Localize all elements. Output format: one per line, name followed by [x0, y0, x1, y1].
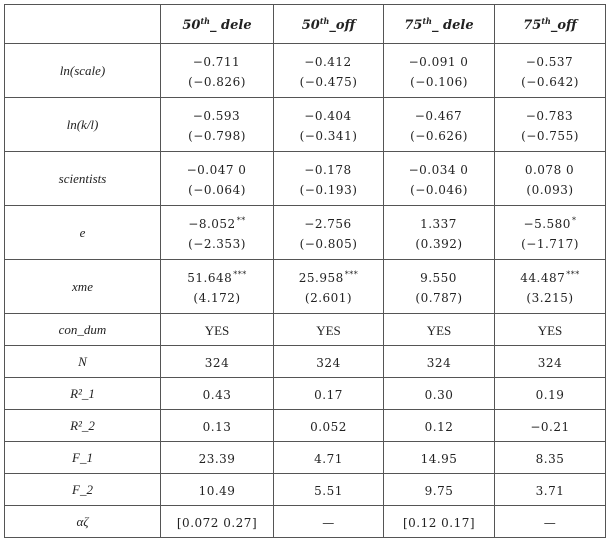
- coef-value: [276, 157, 381, 180]
- column-header-4-base: 75: [523, 17, 542, 33]
- row-label: e: [5, 206, 161, 260]
- coef-value: [497, 265, 603, 288]
- summary-cell: [495, 346, 606, 378]
- coef-cell: [274, 152, 384, 206]
- summary-cell: [161, 410, 274, 442]
- t-stat-value: (−0.798): [188, 129, 246, 143]
- summary-cell: [161, 474, 274, 506]
- coef-value: [163, 103, 271, 126]
- regression-table: [4, 4, 606, 538]
- summary-cell: [384, 474, 495, 506]
- summary-cell: [384, 314, 495, 346]
- coef-value: [497, 49, 603, 72]
- summary-value: 324: [426, 356, 452, 370]
- row-label: N: [5, 346, 161, 378]
- summary-value: 9.75: [424, 484, 454, 498]
- summary-value: —: [543, 516, 557, 530]
- summary-value: 10.49: [198, 484, 236, 498]
- summary-value: 0.19: [535, 388, 565, 402]
- summary-value: 324: [537, 356, 563, 370]
- coef-number: −0.412: [304, 55, 352, 69]
- coef-cell: [161, 152, 274, 206]
- coef-number: −0.047 0: [186, 163, 247, 177]
- table-row-scientists: [5, 152, 606, 206]
- row-label: ln(scale): [5, 44, 161, 98]
- column-header-1: [161, 5, 274, 44]
- summary-value: 0.052: [310, 420, 347, 434]
- coef-value: [276, 103, 381, 126]
- coef-number: 25.958: [298, 271, 344, 285]
- column-header-2-base: 50: [301, 17, 320, 33]
- summary-cell: [495, 442, 606, 474]
- summary-cell: [274, 410, 384, 442]
- row-label: con_dum: [5, 314, 161, 346]
- coef-number: 9.550: [420, 271, 457, 285]
- row-label: F_2: [5, 474, 161, 506]
- table-row-ln-k-l: [5, 98, 606, 152]
- summary-cell: [384, 442, 495, 474]
- summary-value: 4.71: [314, 452, 343, 466]
- column-header-3-base: 75: [404, 17, 423, 33]
- header-row: [5, 5, 606, 44]
- t-stat-value: (2.601): [304, 291, 353, 305]
- t-stat-value: (−1.717): [521, 237, 579, 251]
- t-stat-value: (−0.626): [410, 129, 468, 143]
- coef-cell: [384, 260, 495, 314]
- t-stat-value: (−0.193): [299, 183, 358, 197]
- t-stat-value: (−0.805): [299, 237, 358, 251]
- column-header-2-sup: th: [319, 15, 330, 26]
- column-header-2: [274, 5, 384, 44]
- summary-cell: [495, 506, 606, 538]
- t-stat-value: (0.392): [415, 237, 463, 251]
- column-header-1-base: 50: [182, 17, 201, 33]
- summary-cell: [495, 410, 606, 442]
- summary-value: 14.95: [420, 452, 458, 466]
- row-label: R²_2: [5, 410, 161, 442]
- regression-table-container: [4, 4, 606, 538]
- column-header-3-sup: th: [422, 15, 432, 26]
- coef-value: [386, 49, 492, 72]
- significance-stars: ***: [233, 270, 247, 279]
- t-stat-value: (−0.064): [188, 183, 246, 197]
- t-stat-value: (−2.353): [188, 237, 246, 251]
- column-header-2-suffix: _off: [329, 17, 356, 33]
- table-row-n: [5, 346, 606, 378]
- coef-number: −0.467: [414, 109, 463, 123]
- coef-value: [497, 211, 603, 234]
- summary-value: [0.12 0.17]: [402, 516, 476, 530]
- summary-value: 324: [204, 356, 230, 370]
- coef-value: [276, 211, 381, 234]
- column-header-4-suffix: _off: [550, 17, 577, 33]
- summary-value: —: [322, 516, 335, 530]
- summary-value: 5.51: [314, 484, 343, 498]
- coef-number: 51.648: [187, 271, 233, 285]
- coef-number: −0.178: [304, 163, 352, 177]
- t-stat-value: (0.787): [415, 291, 463, 305]
- row-label: R²_1: [5, 378, 161, 410]
- row-label: scientists: [5, 152, 161, 206]
- column-header-1-sup: th: [200, 15, 210, 26]
- t-stat-value: (−0.642): [521, 75, 579, 89]
- coef-cell: [495, 260, 606, 314]
- summary-cell: [274, 474, 384, 506]
- summary-cell: [274, 378, 384, 410]
- coef-cell: [274, 206, 384, 260]
- coef-cell: [495, 98, 606, 152]
- coef-cell: [384, 44, 495, 98]
- coef-cell: [161, 44, 274, 98]
- summary-cell: [384, 410, 495, 442]
- coef-number: 1.337: [420, 217, 457, 231]
- summary-value: YES: [204, 323, 230, 338]
- coef-cell: [495, 152, 606, 206]
- column-header-3-suffix: _ dele: [432, 17, 474, 33]
- coef-value: [497, 157, 603, 180]
- summary-value: YES: [426, 323, 452, 338]
- summary-cell: [274, 506, 384, 538]
- coef-number: −0.593: [192, 109, 241, 123]
- coef-value: [276, 265, 381, 288]
- table-row-f-2: [5, 474, 606, 506]
- summary-value: 3.71: [535, 484, 565, 498]
- table-row-e: [5, 206, 606, 260]
- t-stat-value: (−0.341): [299, 129, 358, 143]
- header-corner-cell: [5, 5, 161, 44]
- significance-stars: ***: [344, 270, 359, 279]
- coef-cell: [274, 260, 384, 314]
- coef-value: [386, 103, 492, 126]
- summary-cell: [274, 314, 384, 346]
- row-label: αζ: [5, 506, 161, 538]
- summary-cell: [495, 378, 606, 410]
- coef-number: −2.756: [304, 217, 352, 231]
- coef-cell: [495, 44, 606, 98]
- column-header-3: [384, 5, 495, 44]
- coef-value: [386, 265, 492, 288]
- t-stat-value: (−0.046): [410, 183, 468, 197]
- coef-value: [163, 157, 271, 180]
- column-header-4: [495, 5, 606, 44]
- summary-value: 0.13: [202, 420, 232, 434]
- coef-value: [386, 211, 492, 234]
- coef-value: [163, 265, 271, 288]
- summary-value: YES: [537, 323, 563, 338]
- column-header-4-sup: th: [541, 15, 551, 26]
- coef-number: −0.711: [192, 55, 241, 69]
- table-row-con-dum: [5, 314, 606, 346]
- coef-number: −5.580: [523, 217, 571, 231]
- summary-cell: [161, 506, 274, 538]
- summary-value: [0.072 0.27]: [176, 516, 258, 530]
- t-stat-value: (0.093): [526, 183, 574, 197]
- t-stat-value: (3.215): [526, 291, 574, 305]
- summary-cell: [495, 314, 606, 346]
- t-stat-value: (−0.755): [521, 129, 579, 143]
- coef-value: [276, 49, 381, 72]
- summary-value: 8.35: [535, 452, 565, 466]
- coef-cell: [274, 44, 384, 98]
- significance-stars: *: [571, 216, 577, 225]
- coef-number: −8.052: [188, 217, 236, 231]
- summary-cell: [274, 346, 384, 378]
- t-stat-value: (4.172): [193, 291, 241, 305]
- summary-cell: [161, 314, 274, 346]
- coef-cell: [384, 152, 495, 206]
- table-row-f-1: [5, 442, 606, 474]
- column-header-1-suffix: _ dele: [210, 17, 252, 33]
- t-stat-value: (−0.475): [299, 75, 358, 89]
- table-row-r2-2: [5, 410, 606, 442]
- summary-value: YES: [316, 323, 341, 338]
- table-row-alpha: [5, 506, 606, 538]
- row-label: F_1: [5, 442, 161, 474]
- row-label: xme: [5, 260, 161, 314]
- coef-value: [163, 211, 271, 234]
- summary-value: 0.43: [202, 388, 232, 402]
- table-row-r2-1: [5, 378, 606, 410]
- coef-number: −0.034 0: [408, 163, 469, 177]
- significance-stars: ***: [566, 270, 580, 279]
- summary-value: 324: [316, 356, 341, 370]
- summary-value: 23.39: [198, 452, 236, 466]
- table-row-xme: [5, 260, 606, 314]
- coef-cell: [384, 206, 495, 260]
- coef-number: 44.487: [520, 271, 566, 285]
- summary-cell: [161, 442, 274, 474]
- summary-cell: [495, 474, 606, 506]
- coef-cell: [161, 206, 274, 260]
- coef-number: −0.537: [525, 55, 574, 69]
- summary-value: 0.12: [424, 420, 454, 434]
- t-stat-value: (−0.106): [410, 75, 468, 89]
- coef-value: [386, 157, 492, 180]
- coef-value: [163, 49, 271, 72]
- summary-value: 0.17: [314, 388, 343, 402]
- summary-cell: [274, 442, 384, 474]
- coef-number: −0.091 0: [408, 55, 469, 69]
- coef-number: −0.404: [304, 109, 352, 123]
- summary-cell: [384, 506, 495, 538]
- coef-cell: [495, 206, 606, 260]
- summary-value: −0.21: [530, 420, 570, 434]
- coef-value: [497, 103, 603, 126]
- significance-stars: **: [236, 216, 246, 225]
- summary-cell: [384, 378, 495, 410]
- row-label: ln(k/l): [5, 98, 161, 152]
- coef-number: −0.783: [525, 109, 574, 123]
- coef-number: 0.078 0: [524, 163, 575, 177]
- coef-cell: [274, 98, 384, 152]
- summary-cell: [161, 346, 274, 378]
- table-row-ln-scale: [5, 44, 606, 98]
- t-stat-value: (−0.826): [188, 75, 246, 89]
- coef-cell: [384, 98, 495, 152]
- summary-cell: [384, 346, 495, 378]
- coef-cell: [161, 98, 274, 152]
- summary-cell: [161, 378, 274, 410]
- summary-value: 0.30: [424, 388, 454, 402]
- coef-cell: [161, 260, 274, 314]
